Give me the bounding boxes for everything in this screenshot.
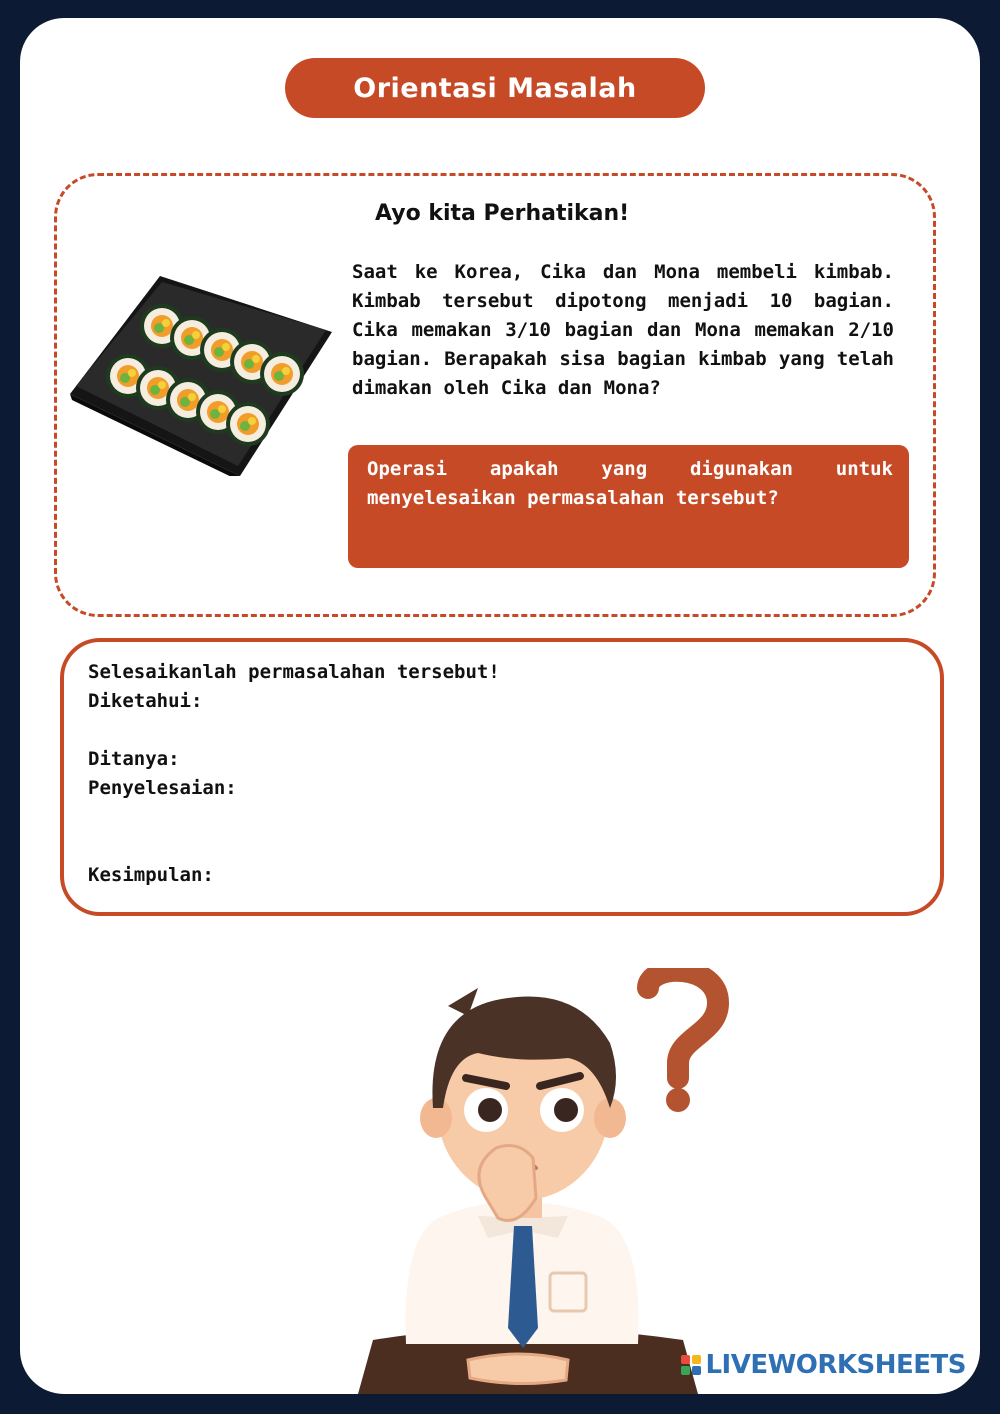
conclusion-label: Kesimpulan: [88, 864, 214, 886]
liveworksheets-logo-icon [681, 1355, 701, 1375]
solution-lines [88, 658, 500, 890]
watermark-text: LIVEWORKSHEETS [705, 1350, 966, 1380]
problem-heading: Ayo kita Perhatikan! [375, 201, 630, 226]
kimbap-tray-illustration [70, 276, 332, 476]
question-box[interactable] [348, 445, 909, 568]
solution-instruction: Selesaikanlah permasalahan tersebut! [88, 661, 500, 683]
worksheet-page [20, 18, 980, 1394]
solving-answer-area[interactable] [88, 803, 500, 832]
question-mark-icon [648, 971, 718, 1112]
liveworksheets-watermark [681, 1350, 966, 1380]
page-title: Orientasi Masalah [285, 58, 705, 118]
asked-label: Ditanya: [88, 748, 180, 770]
known-answer-area[interactable] [88, 716, 500, 745]
solving-label: Penyelesaian: [88, 777, 237, 799]
known-label: Diketahui: [88, 690, 203, 712]
question-text: Operasi apakah yang digunakan untuk menyelesaikan permasalahan tersebut? [367, 458, 893, 509]
solving-answer-area-2[interactable] [88, 832, 500, 861]
thinking-boy-illustration [318, 968, 738, 1394]
problem-story: Saat ke Korea, Cika dan Mona membeli kimbab. Kimbab tersebut dipotong menjadi 10 bagian. Cika memakan 3/10 bagian dan Mona memakan 2/10 bagian. Berapakah sisa bagian kimbab yang telah dimakan oleh Cika dan Mona? [352, 261, 894, 399]
